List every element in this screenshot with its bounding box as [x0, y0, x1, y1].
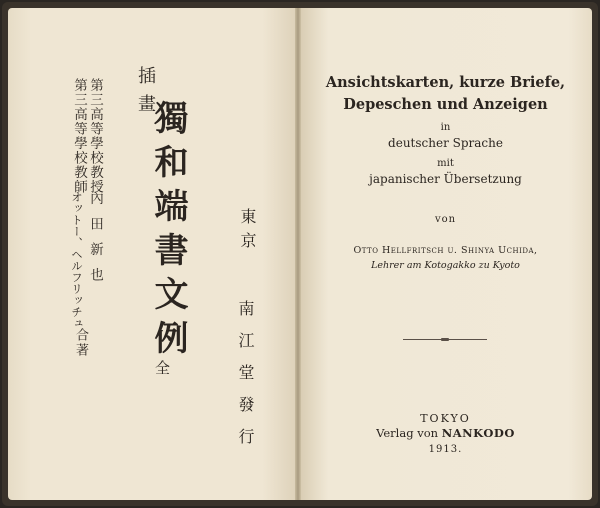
affiliation-2: 第三高等學校教師 [71, 78, 87, 194]
language-text: deutscher Sprache [388, 136, 503, 150]
von-text: von [434, 214, 457, 225]
city-text: TOKYO [420, 412, 471, 425]
author-role: Lehrer am Kotogakko zu Kyoto [371, 260, 520, 271]
author-name-1: 內田新也 [87, 191, 103, 293]
ornamental-rule [403, 339, 487, 340]
open-book [2, 2, 598, 506]
publisher-city: 東京 [238, 208, 257, 256]
publisher-line [299, 426, 592, 440]
mit-text: mit [437, 158, 454, 169]
right-page [299, 8, 592, 500]
affiliation-1: 第三高等學校教授 [87, 78, 103, 194]
complete-mark: 全 [153, 360, 171, 375]
left-page [8, 8, 297, 500]
book-gutter [295, 8, 301, 500]
japanese-title: 獨和端書文例 [148, 100, 188, 364]
insert-label: 插畫 [135, 66, 156, 122]
in-text: in [440, 122, 451, 133]
title-line-1: Ansichtskarten, kurze Briefe, [325, 74, 566, 91]
joint-authorship-mark: 合著 [73, 328, 88, 358]
year-text: 1913. [428, 444, 463, 455]
translation-text: japanischer Übersetzung [369, 172, 522, 186]
author-line: Otto Hellfritsch u. Shinya Uchida, [353, 245, 538, 256]
title-line-2: Depeschen und Anzeigen [343, 96, 548, 113]
publisher-name: 南江堂發行 [236, 300, 255, 460]
verlag-name: NANKODO [441, 426, 515, 440]
author-name-2: オットー、ヘルフリッチュ [70, 191, 84, 329]
verlag-prefix: Verlag von [376, 426, 442, 440]
